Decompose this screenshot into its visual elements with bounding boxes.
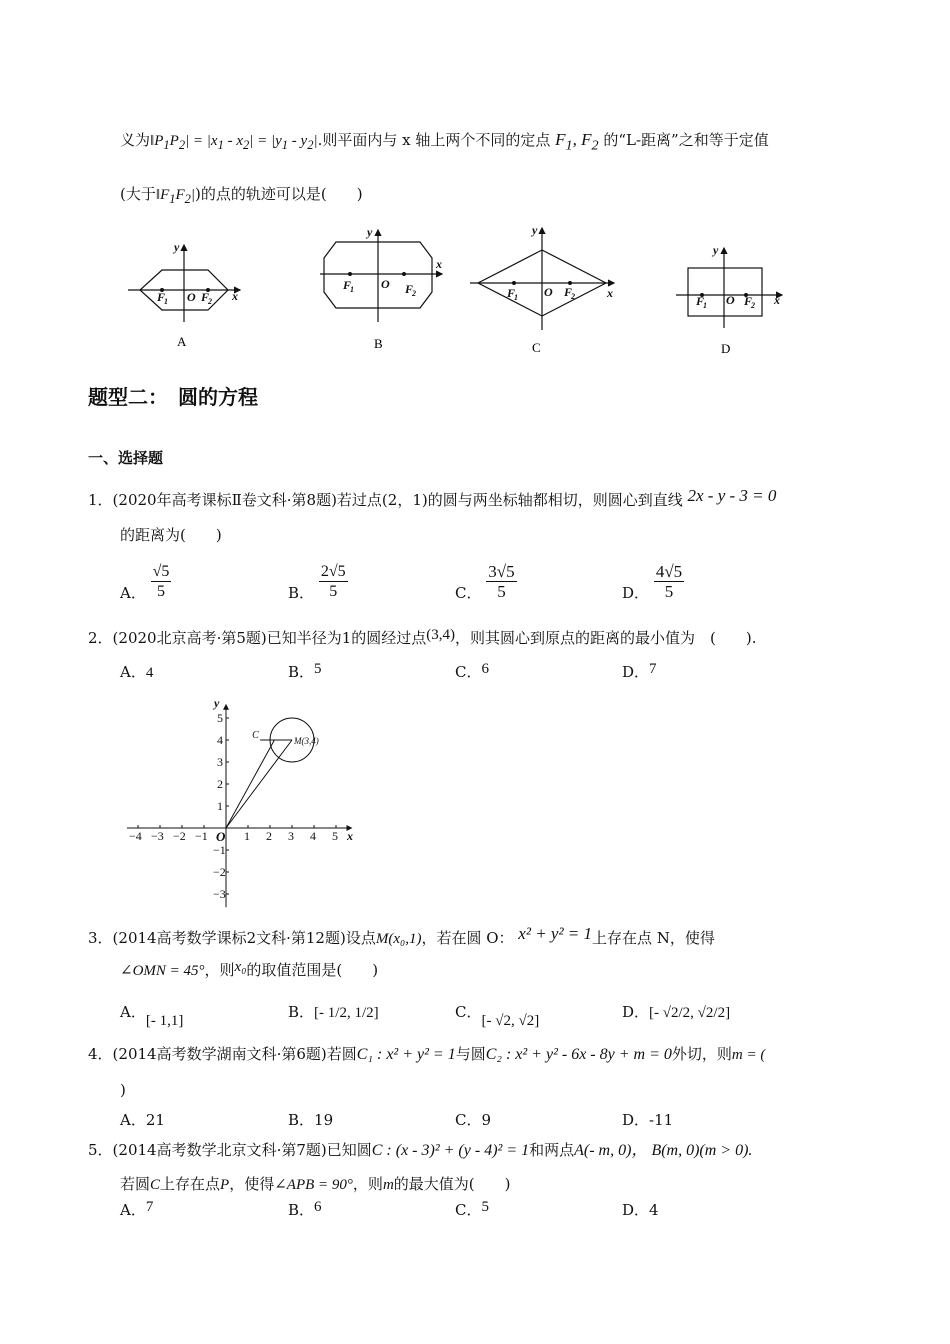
figure-a bbox=[128, 245, 240, 322]
option-figures bbox=[0, 220, 950, 360]
intro-line-1: 义为$‖P_1P_2| = |x_1 - x_2| = |y_1 - y_2|$.则平面内与 x 轴上两个不同的定点 $F_1$, $F_2$ 的“L-距离”之和等于定值 bbox=[120, 130, 769, 154]
point-m-label: M(3,4) bbox=[294, 736, 319, 746]
origin-label: O bbox=[216, 829, 226, 844]
figure-d-x-label: x bbox=[774, 293, 780, 307]
svg-text:F: F bbox=[507, 286, 516, 300]
figure-b bbox=[320, 230, 442, 322]
point-c-label: C bbox=[252, 730, 259, 741]
question-1-choice-a: A． $\frac{√5}{5}$ bbox=[120, 563, 170, 602]
question-1-choice-d: D． $\frac{4√5}{5}$ bbox=[622, 562, 683, 602]
y-axis-label: y bbox=[214, 700, 220, 710]
question-5-cont: 若圆C上存在点P，使得∠APB = 90°，则m的最大值为( ) bbox=[120, 1175, 511, 1193]
question-4-choice-a: A．21 bbox=[120, 1111, 165, 1129]
svg-text:1: 1 bbox=[350, 285, 354, 294]
svg-text:F: F bbox=[157, 290, 166, 304]
figure-d-label: D bbox=[721, 341, 731, 356]
y-tick-label: 5 bbox=[217, 711, 223, 725]
circle-plot bbox=[0, 700, 950, 914]
figure-d-y-label: y bbox=[713, 243, 719, 257]
question-5-choice-b: B．6 bbox=[288, 1199, 322, 1219]
question-4-choice-b: B．19 bbox=[288, 1111, 334, 1129]
question-4-cont: ) bbox=[120, 1081, 126, 1099]
figure-c-origin: O bbox=[544, 285, 553, 299]
foci-distance: $‖F_1F_2|$ bbox=[155, 187, 196, 206]
figure-d bbox=[676, 248, 782, 328]
figure-c-x-label: x bbox=[607, 286, 613, 300]
question-1-cont: 的距离为( ) bbox=[120, 526, 222, 544]
question-4-choice-c: C．9 bbox=[455, 1111, 492, 1129]
y-tick-label: 3 bbox=[217, 755, 223, 769]
foci-label: $F_1$, $F_2$ bbox=[555, 130, 599, 154]
svg-text:F: F bbox=[201, 290, 210, 304]
question-2-choice-c: C．6 bbox=[455, 661, 489, 681]
figure-b-y-label: y bbox=[367, 225, 373, 239]
line-om bbox=[226, 740, 292, 828]
x-tick-label: 2 bbox=[266, 829, 272, 843]
svg-text:1: 1 bbox=[514, 293, 518, 302]
x-tick-label: −1 bbox=[195, 829, 208, 843]
figure-c-y-label: y bbox=[532, 223, 538, 237]
figure-d-origin: O bbox=[726, 293, 735, 307]
question-2: 2．(2020北京高考·第5题)已知半径为1的圆经过点(3,4)，则其圆心到原点的距离的最小值为 ( ). bbox=[88, 627, 757, 647]
figure-b-origin: O bbox=[381, 277, 390, 291]
x-tick-label: −3 bbox=[151, 829, 164, 843]
y-tick-label: 4 bbox=[217, 733, 223, 747]
question-3-choice-b: B．[- 1/2, 1/2] bbox=[288, 1003, 379, 1021]
l-distance-formula: $‖P_1P_2| = |x_1 - x_2| = |y_1 - y_2|$ bbox=[150, 133, 318, 152]
question-5-choice-a: A．7 bbox=[120, 1199, 154, 1219]
x-tick-label: −4 bbox=[129, 829, 142, 843]
figure-a-origin: O bbox=[187, 290, 196, 304]
figure-a-x-label: x bbox=[232, 289, 238, 303]
question-1-choice-b: B． $\frac{2√5}{5}$ bbox=[288, 563, 346, 602]
question-2-choice-a: A．4 bbox=[120, 663, 154, 681]
svg-text:1: 1 bbox=[164, 297, 168, 306]
svg-text:F: F bbox=[343, 278, 352, 292]
svg-text:2: 2 bbox=[571, 292, 575, 301]
svg-text:F: F bbox=[564, 285, 573, 299]
question-3-cont: ∠OMN = 45°，则x₀的取值范围是( ) bbox=[120, 959, 379, 979]
question-5: 5．(2014高考数学北京文科·第7题)已知圆C : (x - 3)² + (y - 4)² = 1和两点A(- m, 0)， B(m, 0)(m > 0). bbox=[88, 1141, 753, 1159]
question-5-choice-d: D．4 bbox=[622, 1201, 659, 1219]
section-subtitle: 一、选择题 bbox=[88, 449, 164, 467]
question-2-choice-b: B．5 bbox=[288, 661, 322, 681]
question-3: 3．(2014高考数学课标2文科·第12题)设点M(x₀,1)，若在圆 O： x² + y² = 1上存在点 N，使得 bbox=[88, 924, 715, 947]
svg-text:F: F bbox=[696, 294, 705, 308]
svg-text:1: 1 bbox=[703, 301, 707, 310]
question-2-choice-d: D．7 bbox=[622, 661, 657, 681]
figure-b-x-label: x bbox=[436, 257, 442, 271]
x-tick-label: 4 bbox=[310, 829, 316, 843]
line-equation: 2x - y - 3 = 0 bbox=[687, 486, 777, 505]
figure-a-y-label: y bbox=[174, 240, 180, 254]
question-1-choice-c: C． $\frac{3√5}{5}$ bbox=[455, 562, 515, 602]
intro-line-2: (大于$‖F_1F_2|$)的点的轨迹可以是( ) bbox=[120, 185, 363, 206]
question-3-choice-c: C．[- √2, √2] bbox=[455, 1003, 540, 1029]
line-oc bbox=[226, 740, 274, 828]
x-tick-label: −2 bbox=[173, 829, 186, 843]
y-tick-label: −2 bbox=[213, 865, 226, 879]
svg-text:2: 2 bbox=[412, 289, 416, 298]
figure-a-label: A bbox=[177, 334, 187, 349]
svg-text:F: F bbox=[405, 282, 414, 296]
question-5-choice-c: C．5 bbox=[455, 1199, 489, 1219]
x-tick-label: 5 bbox=[332, 829, 338, 843]
section-title: 题型二： 圆的方程 bbox=[88, 385, 258, 409]
question-1: 1．(2020年高考课标Ⅱ卷文科·第8题)若过点(2，1)的圆与两坐标轴都相切，则圆心到直线 2x - y - 3 = 0 bbox=[88, 486, 777, 509]
y-tick-label: 2 bbox=[217, 777, 223, 791]
figure-c-label: C bbox=[532, 340, 541, 355]
svg-text:2: 2 bbox=[208, 297, 212, 306]
question-4: 4．(2014高考数学湖南文科·第6题)若圆C₁ : x² + y² = 1与圆C₂ : x² + y² - 6x - 8y + m = 0外切，则m = ( bbox=[88, 1045, 766, 1063]
y-tick-label: −1 bbox=[213, 843, 226, 857]
question-3-choice-d: D．[- √2/2, √2/2] bbox=[622, 1003, 731, 1021]
question-3-choice-a: A．[- 1,1] bbox=[120, 1003, 184, 1029]
x-tick-label: 3 bbox=[288, 829, 294, 843]
x-tick-label: 1 bbox=[244, 829, 250, 843]
figure-b-label: B bbox=[374, 336, 383, 351]
svg-text:F: F bbox=[744, 294, 753, 308]
svg-text:2: 2 bbox=[751, 301, 755, 310]
question-4-choice-d: D．-11 bbox=[622, 1111, 674, 1129]
x-axis-label: x bbox=[347, 829, 353, 843]
y-tick-label: −3 bbox=[213, 887, 226, 901]
figure-c bbox=[470, 228, 614, 330]
y-tick-label: 1 bbox=[217, 799, 223, 813]
